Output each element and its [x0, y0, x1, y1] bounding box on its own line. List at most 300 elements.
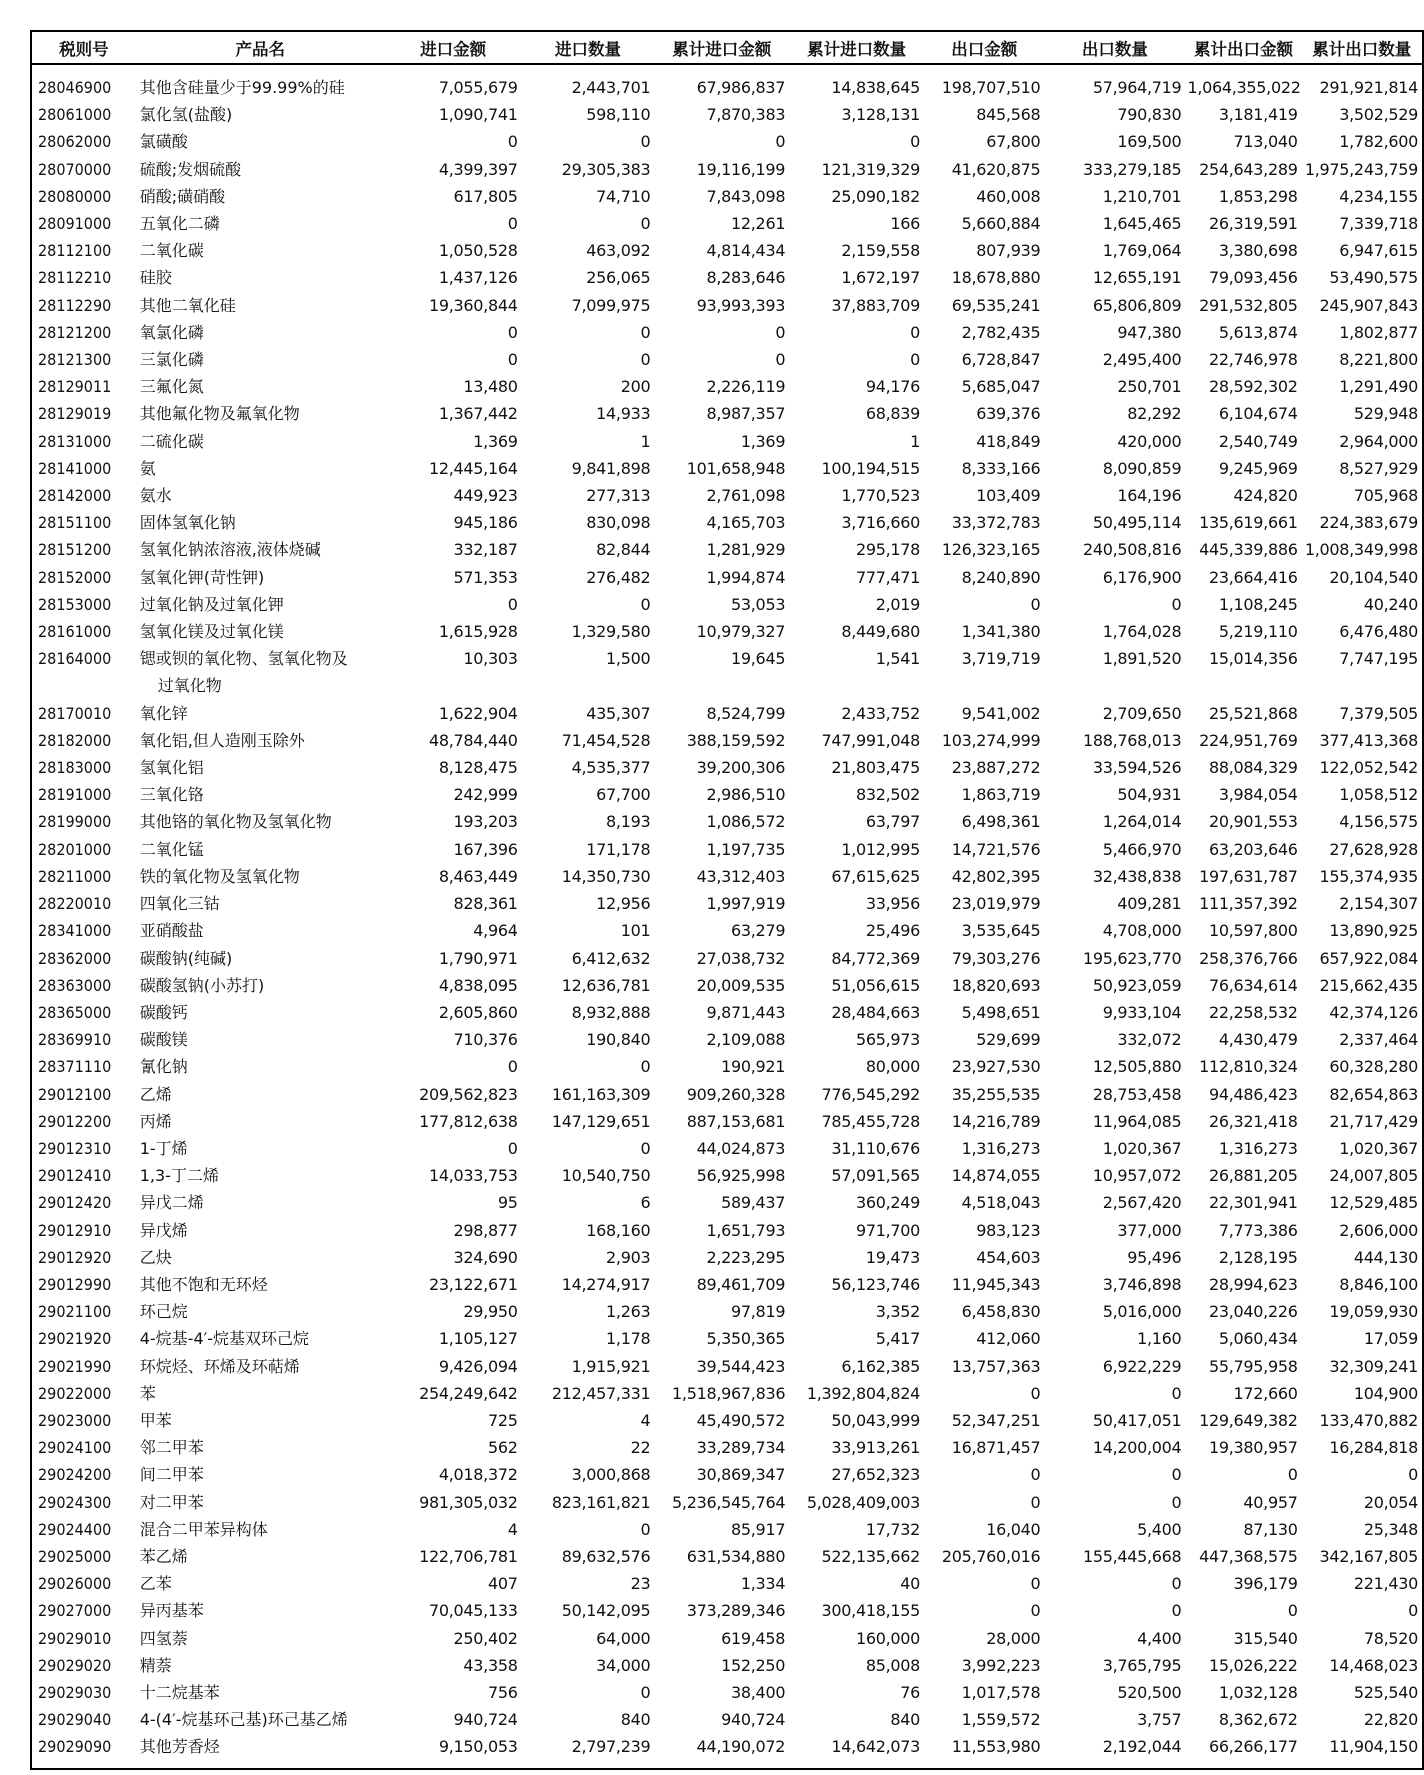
tariff-code-cell: 28142000: [38, 486, 112, 506]
cumulative-import-amount-cell: 887,153,681: [686, 1111, 786, 1131]
cumulative-import-quantity-cell: 31,110,676: [831, 1138, 921, 1158]
product-name-cell: 乙烯: [139, 1084, 172, 1104]
cumulative-export-amount-cell: 172,660: [1233, 1383, 1298, 1403]
cumulative-export-amount-cell: 291,532,805: [1199, 295, 1298, 315]
product-name-cell: 其他含硅量少于99.99%的硅: [139, 78, 345, 97]
cumulative-export-quantity-cell: 525,540: [1353, 1682, 1418, 1702]
cumulative-import-quantity-cell: 5,028,409,003: [806, 1492, 921, 1512]
cumulative-export-amount-cell: 25,521,868: [1208, 703, 1298, 723]
product-name-cell: 4-烷基-4′-烷基双环己烷: [139, 1329, 310, 1349]
cumulative-import-quantity-cell: 1,541: [875, 649, 921, 669]
cumulative-import-amount-cell: 20,009,535: [696, 975, 786, 995]
export-amount-cell: 103,409: [976, 486, 1041, 506]
export-quantity-cell: 3,757: [1137, 1710, 1182, 1730]
export-amount-cell: 205,760,016: [941, 1546, 1041, 1566]
tariff-code-cell: 29027000: [38, 1601, 112, 1621]
cumulative-export-amount-cell: 19,380,957: [1208, 1438, 1298, 1458]
import-quantity-cell: 0: [640, 214, 651, 234]
cumulative-import-quantity-cell: 295,178: [855, 540, 921, 560]
product-name-cell: 固体氢氧化钠: [139, 513, 236, 533]
cumulative-export-quantity-cell: 40,240: [1363, 594, 1418, 614]
tariff-code-cell: 28183000: [38, 758, 112, 778]
import-amount-cell: 1,790,971: [438, 948, 518, 968]
cumulative-export-quantity-cell: 1,975,243,759: [1304, 159, 1418, 179]
export-quantity-cell: 790,830: [1117, 105, 1182, 125]
tariff-code-cell: 28164000: [38, 649, 112, 669]
cumulative-import-amount-cell: 5,350,365: [706, 1329, 786, 1349]
cumulative-import-amount-cell: 19,116,199: [696, 159, 786, 179]
cumulative-import-amount-cell: 9,871,443: [706, 1002, 786, 1022]
cumulative-export-amount-cell: 129,649,382: [1199, 1410, 1298, 1430]
import-quantity-cell: 14,274,917: [561, 1274, 651, 1294]
product-name-cell: 邻二甲苯: [139, 1438, 204, 1458]
cumulative-export-quantity-cell: 60,328,280: [1329, 1057, 1418, 1077]
import-amount-cell: 13,480: [463, 377, 518, 397]
import-quantity-cell: 2,797,239: [571, 1737, 651, 1757]
export-quantity-cell: 250,701: [1117, 377, 1182, 397]
import-amount-cell: 1,105,127: [438, 1329, 518, 1349]
tariff-code-cell: 29022000: [38, 1383, 112, 1403]
tariff-code-cell: 29012420: [38, 1193, 112, 1213]
import-amount-cell: 177,812,638: [419, 1111, 518, 1131]
export-quantity-cell: 9,933,104: [1102, 1002, 1182, 1022]
import-amount-cell: 0: [507, 132, 518, 152]
product-name-cell: 氧氯化磷: [139, 322, 204, 342]
import-amount-cell: 12,445,164: [428, 458, 518, 478]
cumulative-export-quantity-cell: 3,502,529: [1339, 105, 1418, 125]
cumulative-export-amount-cell: 1,853,298: [1218, 186, 1298, 206]
export-quantity-cell: 0: [1171, 1492, 1182, 1512]
export-amount-cell: 983,123: [976, 1220, 1041, 1240]
cumulative-export-amount-cell: 26,881,205: [1208, 1166, 1298, 1186]
product-name-cell: 1-丁烯: [139, 1138, 188, 1158]
cumulative-import-quantity-cell: 3,352: [875, 1302, 921, 1322]
export-quantity-cell: 12,505,880: [1092, 1057, 1182, 1077]
export-quantity-cell: 155,445,668: [1082, 1546, 1182, 1566]
cumulative-export-amount-cell: 396,179: [1233, 1574, 1298, 1594]
export-amount-cell: 5,660,884: [961, 214, 1041, 234]
cumulative-export-amount-cell: 22,258,532: [1208, 1002, 1298, 1022]
product-name-cell: 乙苯: [139, 1574, 172, 1594]
table-row: [32, 509, 1422, 536]
export-quantity-cell: 520,500: [1117, 1682, 1182, 1702]
trade-table-frame: [30, 30, 1424, 1770]
export-quantity-cell: 11,964,085: [1092, 1111, 1182, 1131]
import-amount-cell: 1,367,442: [438, 404, 518, 424]
tariff-code-cell: 28112210: [38, 268, 112, 288]
product-name-cell: 四氢萘: [139, 1628, 188, 1648]
cumulative-import-quantity-cell: 785,455,728: [821, 1111, 921, 1131]
import-amount-cell: 617,805: [453, 186, 518, 206]
cumulative-import-amount-cell: 30,869,347: [696, 1465, 786, 1485]
import-quantity-cell: 161,163,309: [551, 1084, 651, 1104]
export-quantity-cell: 1,769,064: [1102, 241, 1182, 261]
table-row: [32, 945, 1422, 972]
cumulative-export-quantity-cell: 8,527,929: [1339, 458, 1418, 478]
cumulative-export-amount-cell: 15,014,356: [1208, 649, 1298, 669]
cumulative-export-amount-cell: 23,040,226: [1208, 1302, 1298, 1322]
cumulative-export-amount-cell: 2,540,749: [1218, 431, 1298, 451]
export-quantity-cell: 33,594,526: [1092, 758, 1182, 778]
cumulative-import-quantity-cell: 1,392,804,824: [806, 1383, 921, 1403]
product-name-cell: 环烷烃、环烯及环萜烯: [139, 1356, 300, 1376]
tariff-code-cell: 28363000: [38, 975, 112, 995]
import-quantity-cell: 0: [640, 322, 651, 342]
import-amount-cell: 0: [507, 1138, 518, 1158]
import-amount-cell: 4,018,372: [438, 1465, 518, 1485]
export-amount-cell: 5,685,047: [961, 377, 1041, 397]
product-name-cell: 异戊二烯: [139, 1193, 204, 1213]
import-quantity-cell: 212,457,331: [551, 1383, 651, 1403]
cumulative-export-amount-cell: 445,339,886: [1199, 540, 1298, 560]
cumulative-export-amount-cell: 112,810,324: [1199, 1057, 1298, 1077]
table-row: [32, 373, 1422, 400]
cumulative-export-quantity-cell: 24,007,805: [1329, 1166, 1418, 1186]
export-quantity-cell: 409,281: [1117, 894, 1182, 914]
import-quantity-cell: 840: [620, 1710, 651, 1730]
tariff-code-cell: 28152000: [38, 567, 112, 587]
cumulative-export-amount-cell: 1,108,245: [1218, 594, 1298, 614]
cumulative-export-amount-cell: 2,128,195: [1218, 1247, 1298, 1267]
cumulative-import-amount-cell: 38,400: [731, 1682, 786, 1702]
import-amount-cell: 9,150,053: [438, 1737, 518, 1757]
table-row: [32, 700, 1422, 727]
cumulative-import-amount-cell: 10,979,327: [696, 622, 786, 642]
cumulative-export-amount-cell: 5,060,434: [1218, 1329, 1298, 1349]
import-amount-cell: 332,187: [453, 540, 518, 560]
tariff-code-cell: 28062000: [38, 132, 112, 152]
import-quantity-cell: 0: [640, 1057, 651, 1077]
tariff-code-cell: 28131000: [38, 431, 112, 451]
product-name-cell: 氢氧化钾(苛性钾): [139, 567, 265, 587]
table-row: [32, 1516, 1422, 1543]
cumulative-import-quantity-cell: 40: [900, 1574, 921, 1594]
table-row: [32, 346, 1422, 373]
import-amount-cell: 1,050,528: [438, 241, 518, 261]
cumulative-export-amount-cell: 315,540: [1233, 1628, 1298, 1648]
product-name-cell: 氯磺酸: [139, 132, 188, 152]
cumulative-export-quantity-cell: 4,234,155: [1339, 186, 1418, 206]
import-amount-cell: 4: [507, 1519, 518, 1539]
tariff-code-cell: 28046900: [38, 78, 112, 97]
import-quantity-cell: 23: [630, 1574, 651, 1594]
cumulative-export-quantity-cell: 657,922,084: [1319, 948, 1418, 968]
tariff-code-cell: 28362000: [38, 948, 112, 968]
cumulative-export-amount-cell: 28,592,302: [1208, 377, 1298, 397]
cumulative-import-quantity-cell: 840: [890, 1710, 921, 1730]
cumulative-export-quantity-cell: 2,606,000: [1339, 1220, 1418, 1240]
cumulative-export-amount-cell: 10,597,800: [1208, 921, 1298, 941]
import-amount-cell: 725: [487, 1410, 518, 1430]
table-row: [32, 536, 1422, 563]
export-amount-cell: 1,341,380: [961, 622, 1041, 642]
table-row: [32, 591, 1422, 618]
import-amount-cell: 571,353: [453, 567, 518, 587]
export-amount-cell: 6,498,361: [961, 812, 1041, 832]
import-quantity-cell: 147,129,651: [551, 1111, 651, 1131]
cumulative-export-amount-cell: 6,104,674: [1218, 404, 1298, 424]
table-row: [32, 1461, 1422, 1488]
tariff-code-cell: 29012410: [38, 1166, 112, 1186]
export-quantity-cell: 4,708,000: [1102, 921, 1182, 941]
tariff-code-cell: 28129011: [38, 377, 112, 397]
import-amount-cell: 1,369: [473, 431, 518, 451]
cumulative-import-quantity-cell: 776,545,292: [821, 1084, 921, 1104]
import-quantity-cell: 4: [640, 1410, 651, 1430]
tariff-code-cell: 28080000: [38, 186, 112, 206]
cumulative-export-amount-cell: 3,181,419: [1218, 105, 1298, 125]
product-name-cell: 氢氧化钠浓溶液,液体烧碱: [139, 540, 321, 560]
table-row: [32, 74, 1422, 101]
product-name-cell: 氨水: [139, 486, 172, 506]
import-quantity-cell: 50,142,095: [561, 1601, 651, 1621]
table-row: [32, 1298, 1422, 1325]
cumulative-export-amount-cell: 26,321,418: [1208, 1111, 1298, 1131]
import-quantity-cell: 7,099,975: [571, 295, 651, 315]
cumulative-import-amount-cell: 940,724: [721, 1710, 786, 1730]
product-name-continuation: 过氧化物: [157, 676, 222, 696]
cumulative-import-amount-cell: 2,109,088: [706, 1030, 786, 1050]
cumulative-export-amount-cell: 87,130: [1243, 1519, 1298, 1539]
table-row: [32, 428, 1422, 455]
export-quantity-cell: 65,806,809: [1092, 295, 1182, 315]
export-quantity-cell: 32,438,838: [1092, 866, 1182, 886]
header-import-quantity: 进口数量: [522, 32, 655, 64]
export-quantity-cell: 8,090,859: [1102, 458, 1182, 478]
table-row: [32, 264, 1422, 291]
tariff-code-cell: 29025000: [38, 1546, 112, 1566]
cumulative-import-quantity-cell: 80,000: [865, 1057, 921, 1077]
header-import-amount: 进口金额: [385, 32, 522, 64]
header-cumulative-export-amount: 累计出口金额: [1185, 32, 1301, 64]
table-row: [32, 1325, 1422, 1352]
table-header: [32, 32, 1422, 64]
cumulative-import-amount-cell: 1,997,919: [706, 894, 786, 914]
import-quantity-cell: 89,632,576: [561, 1546, 651, 1566]
cumulative-export-quantity-cell: 224,383,679: [1319, 513, 1418, 533]
product-name-cell: 十二烷基苯: [139, 1682, 220, 1702]
import-amount-cell: 4,399,397: [438, 159, 518, 179]
cumulative-import-quantity-cell: 17,732: [865, 1519, 921, 1539]
tariff-code-cell: 29023000: [38, 1410, 112, 1430]
cumulative-export-amount-cell: 66,266,177: [1208, 1737, 1298, 1757]
tariff-code-cell: 28371110: [38, 1057, 112, 1077]
cumulative-export-quantity-cell: 444,130: [1353, 1247, 1418, 1267]
table-row: [32, 1733, 1422, 1760]
tariff-code-cell: 29029040: [38, 1710, 112, 1730]
product-name-cell: 环己烷: [139, 1302, 188, 1322]
cumulative-export-quantity-cell: 8,846,100: [1339, 1274, 1418, 1294]
cumulative-import-amount-cell: 44,190,072: [696, 1737, 786, 1757]
cumulative-import-quantity-cell: 25,496: [865, 921, 921, 941]
product-name-cell: 异戊烯: [139, 1220, 188, 1240]
cumulative-export-quantity-cell: 4,156,575: [1339, 812, 1418, 832]
export-quantity-cell: 82,292: [1127, 404, 1182, 424]
export-amount-cell: 3,535,645: [961, 921, 1041, 941]
cumulative-import-amount-cell: 63,279: [731, 921, 786, 941]
tariff-code-cell: 28365000: [38, 1002, 112, 1022]
import-amount-cell: 1,622,904: [438, 703, 518, 723]
export-amount-cell: 67,800: [986, 132, 1041, 152]
product-name-cell: 苯: [139, 1383, 156, 1403]
import-quantity-cell: 171,178: [586, 839, 651, 859]
cumulative-import-quantity-cell: 2,433,752: [841, 703, 921, 723]
cumulative-import-quantity-cell: 14,642,073: [831, 1737, 921, 1757]
cumulative-export-quantity-cell: 155,374,935: [1319, 866, 1418, 886]
table-row: [32, 183, 1422, 210]
product-name-cell: 硅胶: [139, 268, 172, 288]
table-row: [32, 210, 1422, 237]
cumulative-export-amount-cell: 8,362,672: [1218, 1710, 1298, 1730]
tariff-code-cell: 29024100: [38, 1438, 112, 1458]
import-quantity-cell: 6,412,632: [571, 948, 651, 968]
import-quantity-cell: 101: [620, 921, 651, 941]
export-quantity-cell: 50,923,059: [1092, 975, 1182, 995]
cumulative-import-amount-cell: 8,524,799: [706, 703, 786, 723]
cumulative-export-quantity-cell: 25,348: [1363, 1519, 1418, 1539]
cumulative-export-amount-cell: 5,613,874: [1218, 322, 1298, 342]
cumulative-import-quantity-cell: 63,797: [865, 812, 921, 832]
export-amount-cell: 13,757,363: [951, 1356, 1041, 1376]
tariff-code-cell: 28129019: [38, 404, 112, 424]
export-quantity-cell: 0: [1171, 1601, 1182, 1621]
product-name-cell: 三氯化磷: [139, 350, 204, 370]
import-quantity-cell: 463,092: [586, 241, 651, 261]
export-quantity-cell: 6,176,900: [1102, 567, 1182, 587]
product-name-cell: 硫酸;发烟硫酸: [139, 159, 242, 179]
table-row: [32, 455, 1422, 482]
tariff-code-cell: 29024400: [38, 1519, 112, 1539]
export-amount-cell: 639,376: [976, 404, 1041, 424]
export-amount-cell: 1,559,572: [961, 1710, 1041, 1730]
cumulative-import-quantity-cell: 832,502: [855, 785, 921, 805]
header-cumulative-import-amount: 累计进口金额: [654, 32, 789, 64]
cumulative-export-quantity-cell: 342,167,805: [1319, 1546, 1418, 1566]
export-amount-cell: 11,553,980: [951, 1737, 1041, 1757]
import-amount-cell: 8,463,449: [438, 866, 518, 886]
cumulative-export-quantity-cell: 1,020,367: [1339, 1138, 1418, 1158]
export-amount-cell: 16,871,457: [951, 1438, 1041, 1458]
import-quantity-cell: 0: [640, 350, 651, 370]
cumulative-import-amount-cell: 0: [775, 322, 786, 342]
cumulative-export-quantity-cell: 2,154,307: [1339, 894, 1418, 914]
import-quantity-cell: 190,840: [586, 1030, 651, 1050]
product-name-cell: 亚硝酸盐: [139, 921, 204, 941]
table-row: [32, 128, 1422, 155]
table-row: [32, 1244, 1422, 1271]
export-amount-cell: 8,333,166: [961, 458, 1041, 478]
cumulative-export-quantity-cell: 8,221,800: [1339, 350, 1418, 370]
cumulative-import-quantity-cell: 166: [890, 214, 921, 234]
cumulative-export-amount-cell: 1,316,273: [1218, 1138, 1298, 1158]
cumulative-import-amount-cell: 7,843,098: [706, 186, 786, 206]
cumulative-export-amount-cell: 3,984,054: [1218, 785, 1298, 805]
product-name-cell: 其他氟化物及氟氧化物: [139, 404, 300, 424]
export-quantity-cell: 333,279,185: [1082, 159, 1182, 179]
cumulative-export-amount-cell: 9,245,969: [1218, 458, 1298, 478]
product-name-cell: 碳酸氢钠(小苏打): [139, 975, 265, 995]
cumulative-import-quantity-cell: 300,418,155: [821, 1601, 921, 1621]
export-amount-cell: 529,699: [976, 1030, 1041, 1050]
cumulative-import-quantity-cell: 1: [910, 431, 921, 451]
export-amount-cell: 198,707,510: [941, 78, 1041, 97]
product-name-cell: 过氧化钠及过氧化钾: [139, 594, 284, 614]
product-name-cell: 氢氧化镁及过氧化镁: [139, 622, 284, 642]
import-quantity-cell: 435,307: [586, 703, 651, 723]
cumulative-export-quantity-cell: 2,964,000: [1339, 431, 1418, 451]
cumulative-export-quantity-cell: 0: [1408, 1465, 1418, 1485]
table-row: [32, 156, 1422, 183]
export-amount-cell: 412,060: [976, 1329, 1041, 1349]
cumulative-export-quantity-cell: 17,059: [1363, 1329, 1418, 1349]
cumulative-import-quantity-cell: 1,012,995: [841, 839, 921, 859]
import-quantity-cell: 14,350,730: [561, 866, 651, 886]
tariff-code-cell: 28191000: [38, 785, 112, 805]
export-amount-cell: 52,347,251: [951, 1410, 1041, 1430]
cumulative-import-amount-cell: 152,250: [721, 1655, 786, 1675]
product-name-cell: 4-(4′-烷基环己基)环己基乙烯: [139, 1710, 348, 1730]
cumulative-import-quantity-cell: 37,883,709: [831, 295, 921, 315]
cumulative-import-amount-cell: 19,645: [731, 649, 786, 669]
cumulative-export-quantity-cell: 20,104,540: [1329, 567, 1418, 587]
cumulative-export-quantity-cell: 705,968: [1353, 486, 1418, 506]
tariff-code-cell: 29024200: [38, 1465, 112, 1485]
cumulative-import-amount-cell: 1,334: [740, 1574, 786, 1594]
import-quantity-cell: 598,110: [586, 105, 651, 125]
cumulative-import-amount-cell: 589,437: [721, 1193, 786, 1213]
export-amount-cell: 2,782,435: [961, 322, 1041, 342]
product-name-cell: 其他铬的氧化物及氢氧化物: [139, 812, 332, 832]
cumulative-import-amount-cell: 631,534,880: [686, 1546, 786, 1566]
export-quantity-cell: 50,417,051: [1092, 1410, 1182, 1430]
product-name-cell: 其他二氧化硅: [139, 295, 236, 315]
table-row: [32, 999, 1422, 1026]
import-quantity-cell: 29,305,383: [561, 159, 651, 179]
import-amount-cell: 0: [507, 214, 518, 234]
export-quantity-cell: 188,768,013: [1082, 730, 1182, 750]
cumulative-export-amount-cell: 88,084,329: [1208, 758, 1298, 778]
table-row: [32, 1679, 1422, 1706]
cumulative-export-amount-cell: 20,901,553: [1208, 812, 1298, 832]
cumulative-export-quantity-cell: 7,747,195: [1339, 649, 1418, 669]
cumulative-export-amount-cell: 0: [1287, 1465, 1298, 1485]
import-amount-cell: 1,437,126: [438, 268, 518, 288]
cumulative-import-quantity-cell: 0: [910, 132, 921, 152]
cumulative-import-quantity-cell: 25,090,182: [831, 186, 921, 206]
product-name-cell: 氧化锌: [139, 703, 188, 723]
import-amount-cell: 23,122,671: [428, 1274, 518, 1294]
tariff-code-cell: 29026000: [38, 1574, 112, 1594]
cumulative-import-quantity-cell: 747,991,048: [821, 730, 921, 750]
cumulative-export-quantity-cell: 7,379,505: [1339, 703, 1418, 723]
export-quantity-cell: 5,016,000: [1102, 1302, 1182, 1322]
export-quantity-cell: 0: [1171, 1465, 1182, 1485]
export-amount-cell: 1,863,719: [961, 785, 1041, 805]
import-amount-cell: 193,203: [453, 812, 518, 832]
product-name-cell: 乙炔: [139, 1247, 172, 1267]
cumulative-import-amount-cell: 4,814,434: [706, 241, 786, 261]
import-amount-cell: 250,402: [453, 1628, 518, 1648]
cumulative-export-amount-cell: 254,643,289: [1199, 159, 1298, 179]
product-name-cell: 碳酸钠(纯碱): [139, 948, 233, 968]
cumulative-import-amount-cell: 39,200,306: [696, 758, 786, 778]
import-quantity-cell: 0: [640, 1682, 651, 1702]
cumulative-export-amount-cell: 94,486,423: [1208, 1084, 1298, 1104]
import-amount-cell: 70,045,133: [428, 1601, 518, 1621]
table-row: [32, 1489, 1422, 1516]
cumulative-export-quantity-cell: 221,430: [1353, 1574, 1418, 1594]
cumulative-export-quantity-cell: 16,284,818: [1329, 1438, 1418, 1458]
